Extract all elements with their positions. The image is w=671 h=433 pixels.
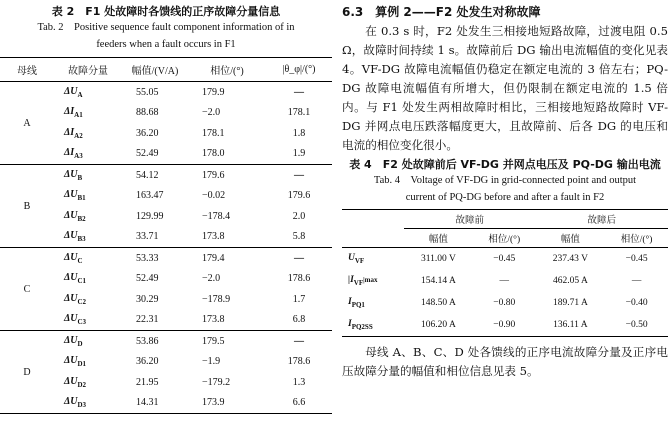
table4-header-before: 故障前 (404, 210, 536, 229)
table2-header-bus: 母线 (0, 58, 54, 82)
symbol-subscript: D (77, 339, 83, 348)
section-heading: 6.3 算例 2——F2 处发生对称故障 (342, 5, 541, 19)
fault-component (54, 123, 122, 144)
table4-subheader-post-phase: 相位/(°) (605, 229, 668, 248)
magnitude-cell: 129.99 (136, 210, 164, 222)
phase-cell: 179.5 (202, 335, 225, 347)
table-row (0, 82, 332, 103)
quantity-symbol (342, 248, 404, 271)
phase-cell: 179.4 (202, 252, 225, 264)
phase-cell: 173.8 (188, 227, 266, 248)
phase-cell: 179.9 (202, 86, 225, 98)
symbol-text: ΔI (64, 106, 75, 118)
bus-label: A (0, 82, 54, 165)
pre-phase-cell: −0.90 (473, 314, 536, 337)
bus-label: B (0, 165, 54, 248)
symbol-subscript: VF (353, 278, 364, 287)
theta-cell: 6.6 (266, 393, 332, 414)
fault-component (54, 331, 122, 352)
phase-cell: −2.0 (202, 273, 221, 285)
symbol-subscript: D1 (77, 360, 87, 369)
phase-cell: 173.8 (188, 310, 266, 331)
pre-magnitude-cell: 148.50 A (421, 298, 456, 308)
theta-cell: 1.8 (292, 127, 306, 139)
magnitude-cell: 55.05 (136, 86, 159, 98)
fault-component (54, 144, 122, 165)
quantity-symbol (342, 292, 404, 314)
pre-phase-cell: −0.80 (493, 298, 516, 308)
symbol-subscript: D3 (77, 401, 87, 410)
symbol-subscript: B3 (77, 235, 86, 244)
magnitude-cell: 30.29 (136, 293, 159, 305)
table-row (0, 165, 332, 186)
table2-caption-en-line2: feeders when a fault occurs in F1 (96, 39, 236, 50)
theta-cell: 6.8 (266, 310, 332, 331)
magnitude-cell: 163.47 (136, 190, 164, 202)
symbol-text: ΔU (64, 168, 78, 180)
symbol-text: ΔU (64, 292, 78, 304)
symbol-subscript: C2 (77, 297, 87, 306)
table4-body (342, 248, 668, 337)
post-phase-cell: −0.40 (625, 298, 648, 308)
theta-cell: 179.6 (287, 190, 311, 202)
symbol-subscript: A (77, 90, 83, 99)
theta-cell: 178.6 (287, 356, 311, 368)
symbol-text: ΔU (64, 85, 78, 97)
pre-magnitude-cell: 106.20 A (404, 314, 473, 337)
fault-component (54, 393, 122, 414)
phase-cell: 173.9 (188, 393, 266, 414)
table4-caption-en-line1: Tab. 4 Voltage of VF-DG in grid-connected point and output (373, 175, 637, 186)
left-column (0, 0, 332, 414)
theta-cell: 2.0 (292, 210, 306, 222)
magnitude-cell: 54.12 (136, 169, 159, 181)
post-magnitude-cell: 136.11 A (536, 314, 606, 337)
theta-cell: — (294, 335, 304, 347)
symbol-text: ΔU (64, 355, 78, 367)
post-phase-cell: — (631, 276, 642, 286)
theta-cell: — (294, 252, 304, 264)
pre-phase-cell: −0.45 (493, 254, 516, 264)
theta-cell: 1.9 (266, 144, 332, 165)
symbol-text: ΔU (64, 396, 78, 408)
symbol-subscript: A2 (74, 131, 83, 140)
magnitude-cell: 36.20 (136, 127, 159, 139)
magnitude-cell: 53.86 (136, 335, 159, 347)
table4-caption-en-line2: current of PQ-DG before and after a fault in F2 (405, 192, 605, 203)
symbol-text: ΔU (64, 375, 78, 387)
symbol-subscript: A1 (74, 111, 83, 120)
symbol-subscript: D2 (77, 380, 87, 389)
symbol-text: ΔU (64, 230, 78, 242)
table4-subheader-empty (342, 229, 404, 248)
magnitude-cell: 14.31 (122, 393, 188, 414)
symbol-suffix: |max (363, 276, 378, 285)
symbol-subscript: B (77, 173, 83, 182)
symbol-subscript: B2 (77, 214, 86, 223)
symbol-text: ΔU (64, 313, 78, 325)
fault-component (54, 186, 122, 207)
table4-header-empty (342, 210, 404, 229)
pre-magnitude-cell: 154.14 A (421, 276, 456, 286)
phase-cell: −178.9 (202, 293, 231, 305)
table-row (342, 270, 668, 292)
table2 (0, 57, 332, 414)
section-paragraph-1: 在 0.3 s 时，F2 处发生三相接地短路故障，过渡电阻 0.5 Ω，故障时间持续 1 s。故障前后 DG 输出电流幅值的变化见表 4。VF-DG 故障电流幅值仍稳定在额定电流的 3 倍左右；PQ-DG 故障电流幅值有所增大，但仍限制在额定电流的 1.5 倍内。与 F1 处发生两相故障时相比，三相接地短路故障时 VF-DG 并网点电压跌落幅度更大，且故障前、后各 DG 的电压和电流的相位变化很小。 (342, 24, 668, 152)
phase-cell: −0.02 (202, 190, 226, 202)
symbol-text: |I (348, 275, 354, 286)
post-phase-cell: −0.45 (625, 254, 648, 264)
magnitude-cell: 88.68 (136, 107, 159, 119)
symbol-subscript: C (77, 256, 83, 265)
section-paragraph-2: 母线 A、B、C、D 处各馈线的正序电流故障分量及正序电压故障分量的幅值和相位信息见表 5。 (342, 345, 668, 378)
post-magnitude-cell: 237.43 V (552, 254, 588, 264)
symbol-subscript: B1 (77, 194, 86, 203)
table4-caption-cn: 表 4 F2 处故障前后 VF-DG 并网点电压及 PQ-DG 输出电流 (349, 158, 661, 171)
symbol-text: ΔU (64, 189, 78, 201)
theta-cell: 178.1 (287, 107, 311, 119)
bus-label: D (0, 331, 54, 414)
table4-subheader-post-mag: 幅值 (536, 229, 606, 248)
symbol-subscript: PQ2SS (351, 322, 373, 331)
magnitude-cell: 22.31 (122, 310, 188, 331)
quantity-symbol (342, 270, 404, 292)
table4-header-after: 故障后 (536, 210, 668, 229)
symbol-subscript: A3 (74, 152, 83, 161)
pre-magnitude-cell: 311.00 V (421, 254, 456, 264)
table2-caption-en-line1: Tab. 2 Positive sequence fault component information of in (37, 22, 295, 33)
phase-cell: 178.1 (202, 127, 225, 139)
symbol-text: ΔU (64, 251, 78, 263)
magnitude-cell: 52.49 (122, 144, 188, 165)
table-row (342, 292, 668, 314)
fault-component (54, 289, 122, 310)
bus-label: C (0, 248, 54, 331)
magnitude-cell: 53.33 (136, 252, 159, 264)
table2-body (0, 82, 332, 414)
table-row (0, 331, 332, 352)
phase-cell: −178.4 (202, 210, 231, 222)
symbol-text: ΔU (64, 272, 78, 284)
symbol-text: U (348, 253, 355, 264)
pre-phase-cell: — (499, 276, 509, 286)
fault-component (54, 103, 122, 124)
theta-cell: — (294, 86, 304, 98)
fault-component (54, 310, 122, 331)
symbol-text: ΔI (64, 126, 75, 138)
phase-cell: 178.0 (188, 144, 266, 165)
quantity-symbol (342, 314, 404, 337)
table-row (342, 314, 668, 337)
right-column (342, 0, 668, 381)
table2-header-component: 故障分量 (54, 58, 122, 82)
theta-cell: 1.7 (292, 293, 306, 305)
symbol-subscript: VF (354, 256, 365, 265)
theta-cell: 1.3 (292, 376, 306, 388)
symbol-subscript: PQ1 (351, 300, 365, 309)
fault-component (54, 269, 122, 290)
symbol-text: ΔI (64, 147, 75, 159)
post-phase-cell: −0.50 (605, 314, 668, 337)
symbol-text: I (348, 319, 352, 330)
symbol-text: ΔU (64, 334, 78, 346)
fault-component (54, 352, 122, 373)
theta-cell: — (294, 169, 304, 181)
phase-cell: −2.0 (202, 107, 221, 119)
fault-component (54, 248, 122, 269)
table-row (0, 248, 332, 269)
table2-header-theta: |θ_φ|/(°) (266, 58, 332, 82)
phase-cell: −179.2 (202, 376, 231, 388)
post-magnitude-cell: 189.71 A (552, 298, 588, 308)
table2-header-phase: 相位/(°) (188, 58, 266, 82)
symbol-text: ΔU (64, 209, 78, 221)
magnitude-cell: 52.49 (136, 273, 159, 285)
magnitude-cell: 21.95 (136, 376, 159, 388)
theta-cell: 178.6 (287, 273, 311, 285)
fault-component (54, 206, 122, 227)
table4-subheader-pre-mag: 幅值 (404, 229, 473, 248)
table4 (342, 209, 668, 337)
fault-component (54, 227, 122, 248)
fault-component (54, 82, 122, 103)
table2-caption-cn: 表 2 F1 处故障时各馈线的正序故障分量信息 (51, 5, 281, 18)
theta-cell: 5.8 (266, 227, 332, 248)
symbol-subscript: C1 (77, 277, 87, 286)
magnitude-cell: 36.20 (136, 356, 159, 368)
phase-cell: 179.6 (202, 169, 225, 181)
magnitude-cell: 33.71 (122, 227, 188, 248)
phase-cell: −1.9 (202, 356, 221, 368)
table4-subheader-pre-phase: 相位/(°) (473, 229, 536, 248)
symbol-text: I (348, 297, 352, 308)
post-magnitude-cell: 462.05 A (552, 276, 588, 286)
symbol-subscript: C3 (77, 318, 87, 327)
fault-component (54, 372, 122, 393)
table2-header-magnitude: 幅值/(V/A) (122, 58, 188, 82)
fault-component (54, 165, 122, 186)
table-row (342, 248, 668, 271)
